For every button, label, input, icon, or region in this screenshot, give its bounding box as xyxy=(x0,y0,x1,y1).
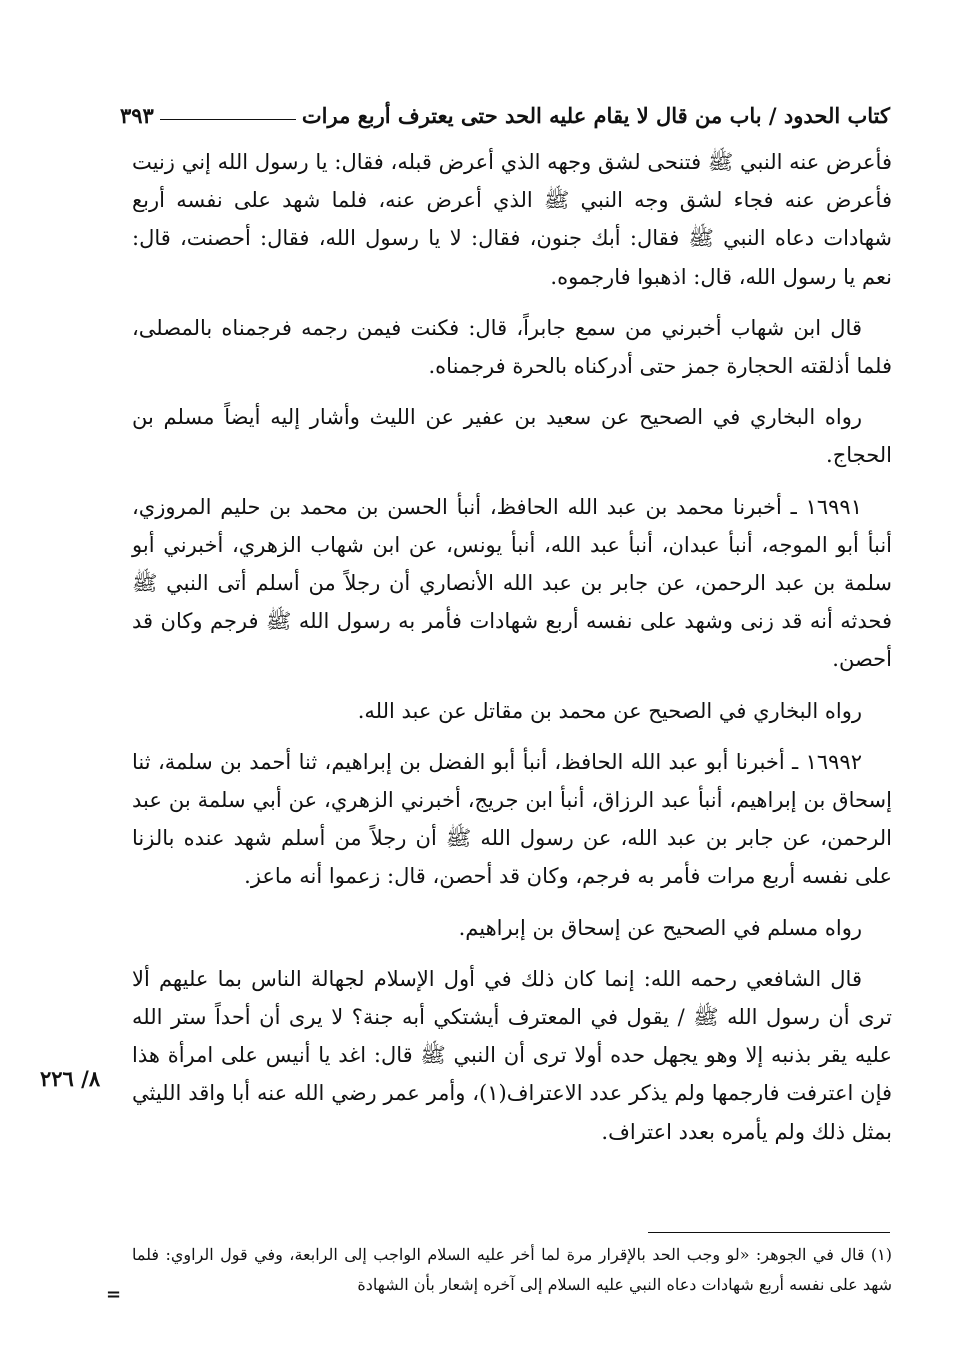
main-text xyxy=(132,143,892,1164)
footnotes xyxy=(132,1240,892,1300)
paragraph: فأعرض عنه النبي ﷺ فتنحى لشق وجهه الذي أعرض قبله، فقال: يا رسول الله إني زنيت فأعرض عنه فجاء لشق وجه النبي ﷺ الذي أعرض عنه، فلما شهد على نفسه أربع شهادات دعاه النبي ﷺ فقال: أبك جنون، فقال: لا يا رسول الله، فقال: أحصنت، قال: نعم يا رسول الله، قال: اذهبوا فارجموه. xyxy=(132,150,892,289)
running-header xyxy=(120,86,890,128)
header-rule xyxy=(160,119,296,120)
footnote-rule xyxy=(648,1232,890,1233)
paragraph: رواه البخاري في الصحيح عن محمد بن مقاتل عن عبد الله. xyxy=(357,698,862,723)
hadith-paragraph: ١٦٩٩١ ـ أخبرنا محمد بن عبد الله الحافظ، أنبأ الحسن بن محمد بن حليم المروزي، أنبأ أبو الموجه، أنبأ عبدان، أنبأ عبد الله، أنبأ يونس، عن ابن شهاب الزهري، أخبرني أبو سلمة بن عبد الرحمن، عن جابر بن عبد الله الأنصاري أن رجلاً من أسلم أتى النبي ﷺ فحدثه أنه قد زنى وشهد على نفسه أربع شهادات فأمر به رسول الله ﷺ فرجم وكان قد أحصن. xyxy=(132,494,892,672)
paragraph: قال الشافعي رحمه الله: إنما كان ذلك في أول الإسلام لجهالة الناس بما عليهم ألا ترى أن رسول الله ﷺ / يقول في المعترف أيشتكي أبه جنة؟ لا يرى أن أحداً ستر الله عليه يقر بذنبه إلا وهو يجهل حده أولا ترى أن النبي ﷺ قال: اغد يا أنيس على امرأة هذا فإن اعترفت فارجمها ولم يذكر عدد الاعتراف(١)، وأمر عمر رضي الله عنه أبا واقد الليثي بمثل ذلك ولم يأمره بعدد اعتراف. xyxy=(132,966,893,1144)
page-number: ٣٩٣ xyxy=(120,103,154,128)
paragraph: قال ابن شهاب أخبرني من سمع جابراً، قال: فكنت فيمن رجمه فرجمناه بالمصلى، فلما أذلقته الحجارة جمز حتى أدركناه بالحرة فرجمناه. xyxy=(132,315,892,379)
margin-volume-page-ref: ٨/ ٢٢٦ xyxy=(40,1066,101,1091)
paragraph: رواه مسلم في الصحيح عن إسحاق بن إبراهيم. xyxy=(458,915,862,940)
header-title: كتاب الحدود / باب من قال لا يقام عليه الحد حتى يعترف أربع مرات xyxy=(301,103,890,128)
paragraph: رواه البخاري في الصحيح عن سعيد بن عفير عن الليث وأشار إليه أيضاً مسلم بن الحجاج. xyxy=(132,405,892,468)
footnote-continuation-mark: = xyxy=(106,1284,122,1305)
footnote: (١) قال في الجوهر: «لو وجب الحد بالإقرار مرة لما أخر عليه السلام الواجب إلى الرابعة، وفي قول الراوي: فلما شهد على نفسه أربع شهادات دعاه النبي عليه السلام إلى آخره إشعار بأن الشهادة xyxy=(132,1245,892,1294)
hadith-paragraph: ١٦٩٩٢ ـ أخبرنا أبو عبد الله الحافظ، أنبأ أبو الفضل بن إبراهيم، ثنا أحمد بن سلمة، ثنا إسحاق بن إبراهيم، أنبأ عبد الرزاق، أنبأ ابن جريج، أخبرني الزهري، عن أبي سلمة بن عبد الرحمن، عن جابر بن عبد الله، عن رسول الله ﷺ أن رجلاً من أسلم شهد عنده بالزنا على نفسه أربع مرات فأمر به فرجم، وكان قد أحصن، قال: زعموا أنه ماعز. xyxy=(132,749,892,889)
